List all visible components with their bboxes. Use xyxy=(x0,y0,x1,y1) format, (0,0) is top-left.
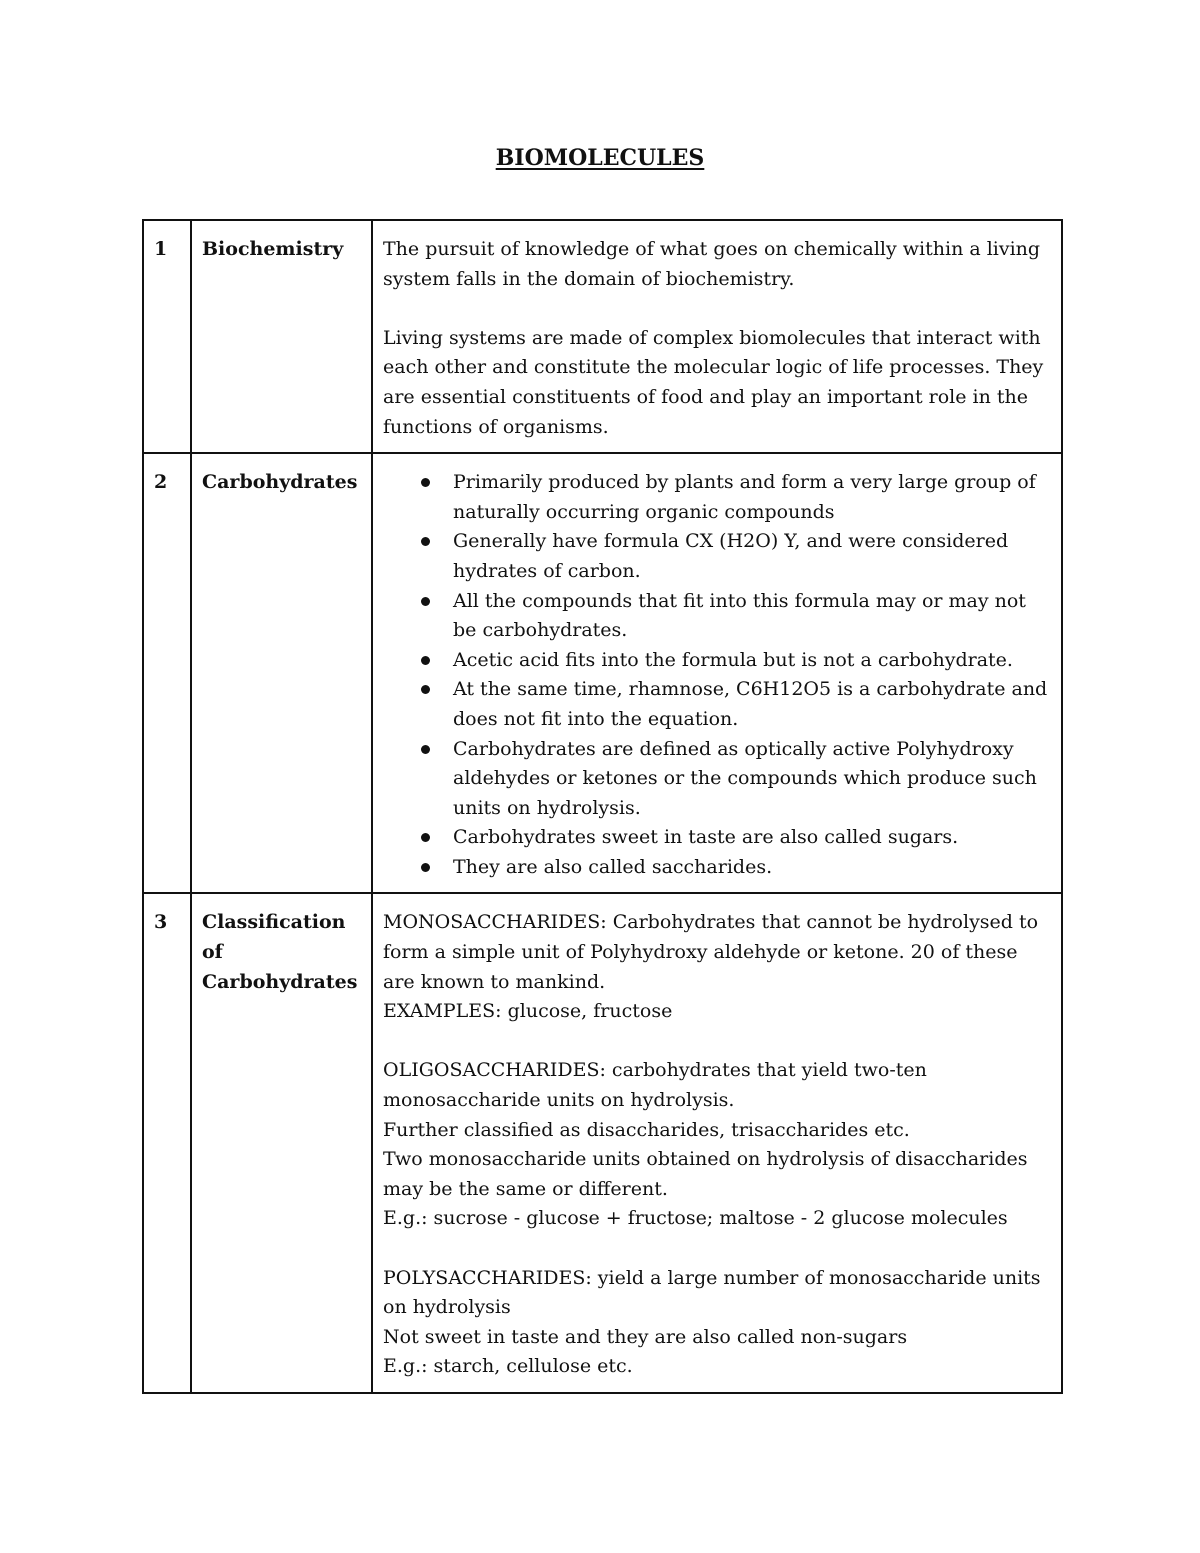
row-number: 2 xyxy=(143,453,191,893)
bullet-icon xyxy=(421,537,430,546)
document-title: BIOMOLECULES xyxy=(495,145,705,171)
bullet-list xyxy=(383,468,1051,882)
row-content xyxy=(372,220,1062,453)
paragraph: E.g.: sucrose - glucose + fructose; maltose - 2 glucose molecules xyxy=(383,1207,1008,1230)
list-item xyxy=(383,587,1051,646)
list-item xyxy=(383,527,1051,586)
row-topic xyxy=(191,893,372,1393)
oligosaccharides-section xyxy=(383,1056,1051,1234)
list-item-text: Generally have formula CX (H2O) Y, and were considered hydrates of carbon. xyxy=(453,530,1009,582)
bullet-icon xyxy=(421,745,430,754)
row-content xyxy=(372,893,1062,1393)
paragraph: EXAMPLES: glucose, fructose xyxy=(383,1000,673,1023)
row-topic-line: Carbohydrates xyxy=(202,970,358,993)
bullet-icon xyxy=(421,478,430,487)
list-item xyxy=(383,823,1051,853)
list-item-text: Acetic acid fits into the formula but is not a carbohydrate. xyxy=(453,648,1013,671)
list-item-text: Carbohydrates sweet in taste are also called sugars. xyxy=(453,826,959,849)
bullet-icon xyxy=(421,863,430,872)
list-item xyxy=(383,735,1051,824)
monosaccharides-section xyxy=(383,908,1051,1026)
paragraph: MONOSACCHARIDES: Carbohydrates that cannot be hydrolysed to form a simple unit of Polyhydroxy aldehyde or ketone. 20 of these are known to mankind. xyxy=(383,911,1039,993)
paragraph-spacer xyxy=(383,294,1051,324)
bullet-icon xyxy=(421,685,430,694)
table-row xyxy=(143,453,1062,893)
list-item xyxy=(383,468,1051,527)
paragraph: OLIGOSACCHARIDES: carbohydrates that yield two-ten monosaccharide units on hydrolysis. xyxy=(383,1059,927,1112)
list-item xyxy=(383,646,1051,676)
bullet-icon xyxy=(421,656,430,665)
table-row xyxy=(143,220,1062,453)
paragraph: Living systems are made of complex biomolecules that interact with each other and constitute the molecular logic of life processes. They are essential constituents of food and play an important role in the functions of organisms. xyxy=(383,326,1044,438)
table-row xyxy=(143,893,1062,1393)
list-item xyxy=(383,853,1051,883)
paragraph-spacer xyxy=(383,1234,1051,1264)
paragraph-spacer xyxy=(383,1027,1051,1057)
row-topic: Biochemistry xyxy=(191,220,372,453)
paragraph: POLYSACCHARIDES: yield a large number of monosaccharide units on hydrolysis xyxy=(383,1266,1041,1319)
row-topic-line: of xyxy=(202,941,223,964)
paragraph: E.g.: starch, cellulose etc. xyxy=(383,1355,633,1378)
row-content xyxy=(372,453,1062,893)
polysaccharides-section xyxy=(383,1264,1051,1382)
list-item-text: They are also called saccharides. xyxy=(453,855,773,878)
row-number: 1 xyxy=(143,220,191,453)
list-item-text: Carbohydrates are defined as optically active Polyhydroxy aldehydes or ketones or the compounds which produce such units on hydrolysis. xyxy=(453,737,1037,819)
list-item xyxy=(383,675,1051,734)
paragraph: Not sweet in taste and they are also called non-sugars xyxy=(383,1325,908,1348)
row-topic: Carbohydrates xyxy=(191,453,372,893)
bullet-icon xyxy=(421,597,430,606)
list-item-text: All the compounds that fit into this formula may or may not be carbohydrates. xyxy=(453,589,1026,642)
row-number: 3 xyxy=(143,893,191,1393)
paragraph: Further classified as disaccharides, trisaccharides etc. xyxy=(383,1118,910,1141)
list-item-text: Primarily produced by plants and form a very large group of naturally occurring organic compounds xyxy=(453,471,1036,523)
paragraph: The pursuit of knowledge of what goes on chemically within a living system falls in the domain of biochemistry. xyxy=(383,238,1041,290)
row-topic-line: Classification xyxy=(202,911,346,934)
bullet-icon xyxy=(421,833,430,842)
notes-table xyxy=(142,219,1063,1394)
paragraph: Two monosaccharide units obtained on hydrolysis of disaccharides may be the same or different. xyxy=(383,1148,1028,1200)
list-item-text: At the same time, rhamnose, C6H12O5 is a carbohydrate and does not fit into the equation. xyxy=(453,678,1048,730)
